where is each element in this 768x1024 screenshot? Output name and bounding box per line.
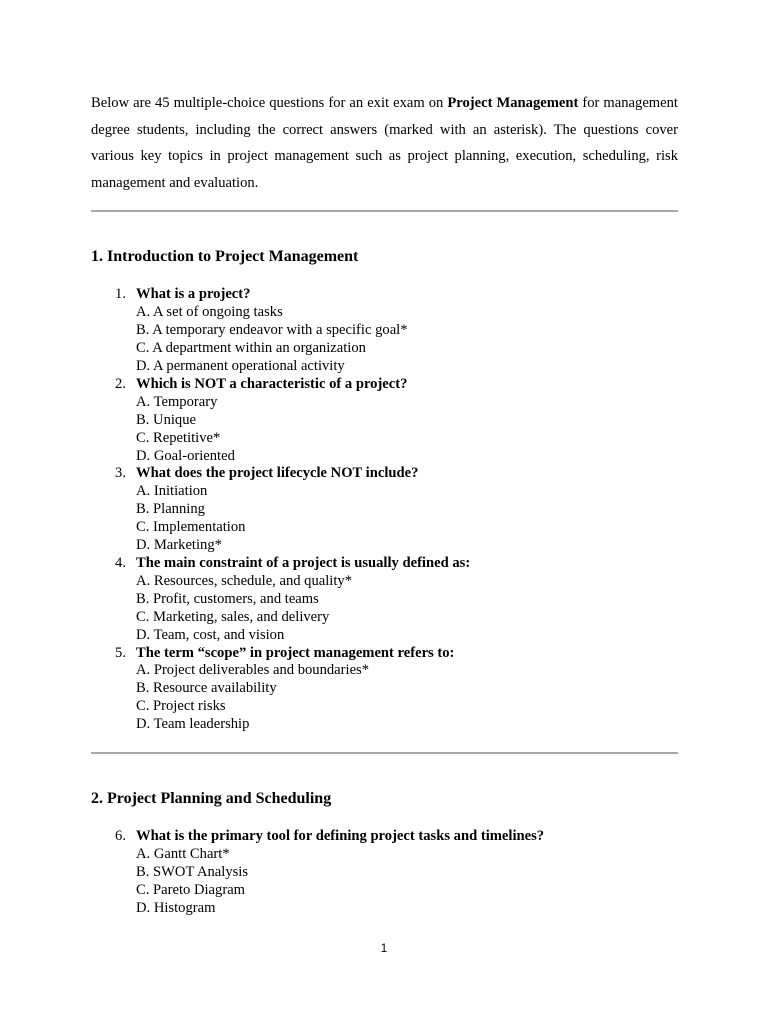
question-number: 5.	[115, 644, 126, 661]
answer-option: A. Gantt Chart*	[136, 845, 230, 862]
section-divider	[91, 752, 678, 754]
answer-option: A. Project deliverables and boundaries*	[136, 662, 370, 679]
question-text: The main constraint of a project is usually defined as:	[136, 554, 471, 571]
answer-option: A. A set of ongoing tasks	[136, 304, 283, 321]
section-heading: 2. Project Planning and Scheduling	[91, 790, 332, 808]
answer-option: A. Resources, schedule, and quality*	[136, 572, 353, 589]
answer-option: B. Unique	[136, 411, 196, 428]
answer-option: A. Initiation	[136, 483, 208, 500]
section-heading: 1. Introduction to Project Management	[91, 248, 359, 266]
intro-text-after: for management degree students, including the correct answers (marked with an asterisk). The questions cover various key topics in project management such as project planning, execution, scheduling, risk management and evaluation.	[91, 95, 678, 191]
answer-option: D. Marketing*	[136, 537, 222, 554]
question-item	[91, 828, 678, 918]
answer-option: C. A department within an organization	[136, 340, 366, 357]
answer-option: B. Resource availability	[136, 680, 277, 697]
page-number: 1	[380, 943, 388, 955]
answer-option: D. Team, cost, and vision	[136, 626, 285, 643]
answer-option: D. Team leadership	[136, 716, 250, 733]
answer-option: B. Profit, customers, and teams	[136, 590, 319, 607]
answer-option: D. Goal-oriented	[136, 447, 235, 464]
answer-option: D. A permanent operational activity	[136, 358, 345, 374]
question-text: The term “scope” in project management refers to:	[136, 644, 455, 661]
answer-option: B. Planning	[136, 501, 205, 518]
answer-option: A. Temporary	[136, 393, 218, 410]
question-list	[91, 828, 678, 918]
question-text: What is the primary tool for defining project tasks and timelines?	[136, 828, 545, 845]
question-item	[91, 465, 678, 555]
question-text: What does the project lifecycle NOT include?	[136, 465, 419, 482]
question-number: 2.	[115, 375, 126, 392]
question-text: What is a project?	[136, 286, 251, 303]
answer-option: C. Implementation	[136, 519, 246, 536]
question-number: 6.	[115, 828, 126, 845]
section-divider	[91, 210, 678, 212]
question-number: 3.	[115, 465, 126, 482]
question-number: 1.	[115, 286, 126, 303]
answer-option: C. Repetitive*	[136, 429, 221, 446]
question-item	[91, 376, 678, 466]
answer-option: B. A temporary endeavor with a specific goal*	[136, 322, 408, 339]
answer-option: D. Histogram	[136, 899, 216, 916]
question-list	[91, 286, 678, 734]
document-page	[91, 90, 678, 918]
intro-paragraph	[91, 90, 678, 196]
answer-option: C. Pareto Diagram	[136, 881, 246, 898]
intro-text-before: Below are 45 multiple-choice questions for an exit exam on	[91, 95, 448, 111]
question-item	[91, 286, 678, 376]
answer-option: C. Marketing, sales, and delivery	[136, 608, 330, 625]
intro-text-bold: Project Management	[447, 95, 579, 111]
question-item	[91, 645, 678, 735]
question-number: 4.	[115, 554, 126, 571]
answer-option: C. Project risks	[136, 698, 226, 715]
question-text: Which is NOT a characteristic of a project?	[136, 375, 408, 392]
answer-option: B. SWOT Analysis	[136, 863, 249, 880]
question-item	[91, 555, 678, 645]
